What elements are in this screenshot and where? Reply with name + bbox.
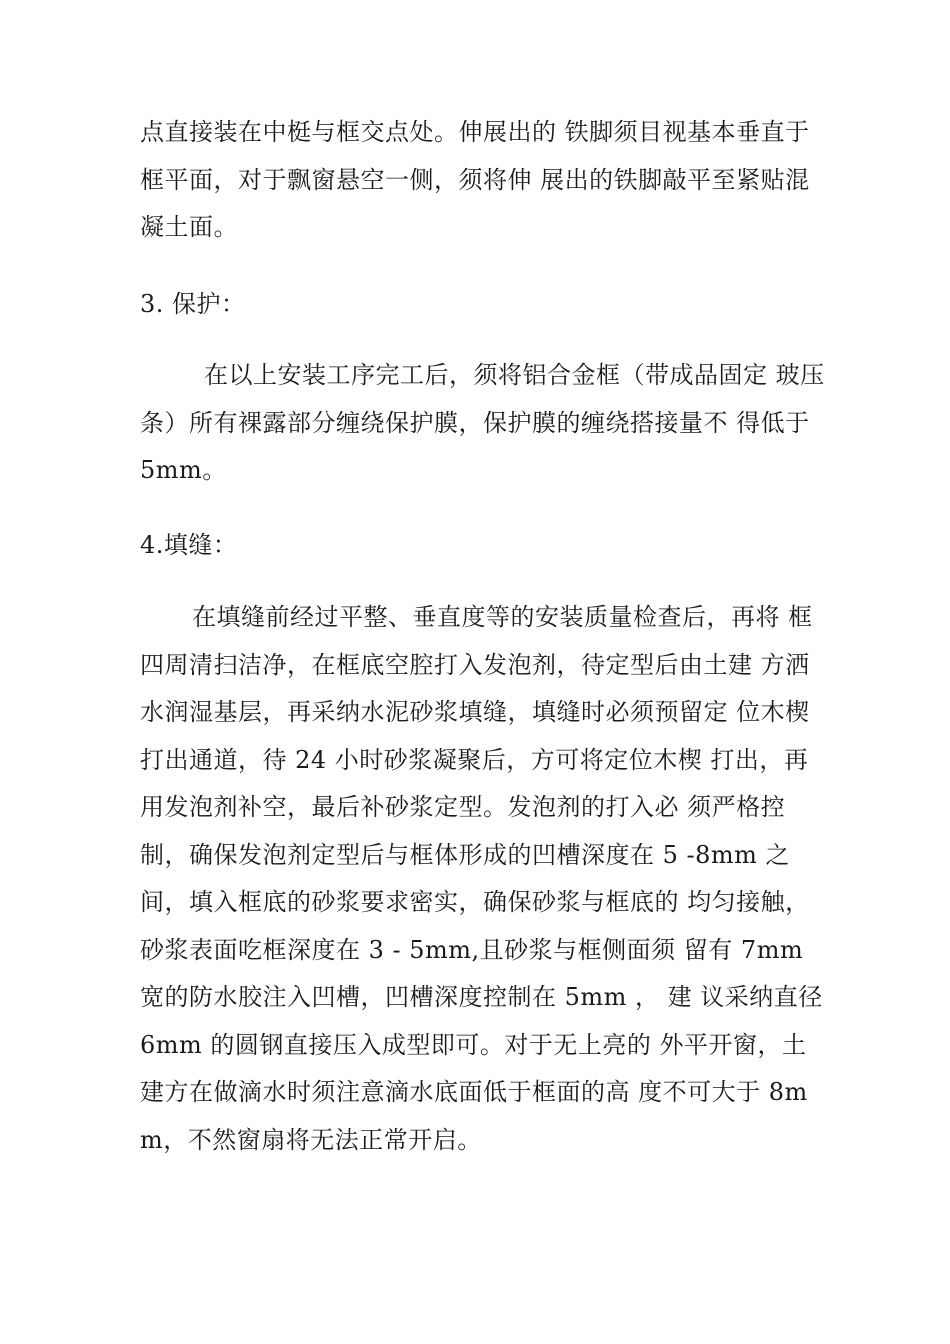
paragraph-filling: 在填缝前经过平整、垂直度等的安装质量检查后，再将 框四周清扫洁净，在框底空腔打入发泡剂，待定型后由土建 方洒水润湿基层，再采纳水泥砂浆填缝，填缝时必须预留定 位木楔打出通道，待 24 小时砂浆凝聚后，方可将定位木楔 打出，再用发泡剂补空，最后补砂浆定型。发泡剂的打入必 须严格控制，确保发泡剂定型后与框体形成的凹槽深度在 5 -8mm 之间，填入框底的砂浆要求密实，确保砂浆与框底的 均匀接触，砂浆表面吃框深度在 3 - 5mm,且砂浆与框侧面须 留有 7mm 宽的防水胶注入凹槽，凹槽深度控制在 5mm ， 建 议采纳直径 6mm 的圆钢直接压入成型即可。对于无上亮的 外平开窗，土建方在做滴水时须注意滴水底面低于框面的高 度不可大于 8mm，不然窗扇将无法正常开启。: [140, 603, 823, 1154]
section-heading-protection: 3. 保护：: [140, 290, 246, 318]
section-heading-filling: 4.填缝：: [140, 531, 238, 559]
paragraph-protection: 在以上安装工序完工后，须将铝合金框（带成品固定 玻压条）所有裸露部分缠绕保护膜，保护膜的缠绕搭接量不 得低于 5mm。: [140, 361, 825, 484]
paragraph-iron-feet: 点直接装在中梃与框交点处。伸展出的 铁脚须目视基本垂直于框平面，对于飘窗悬空一侧，须将伸 展出的铁脚敲平至紧贴混凝土面。: [140, 118, 810, 241]
